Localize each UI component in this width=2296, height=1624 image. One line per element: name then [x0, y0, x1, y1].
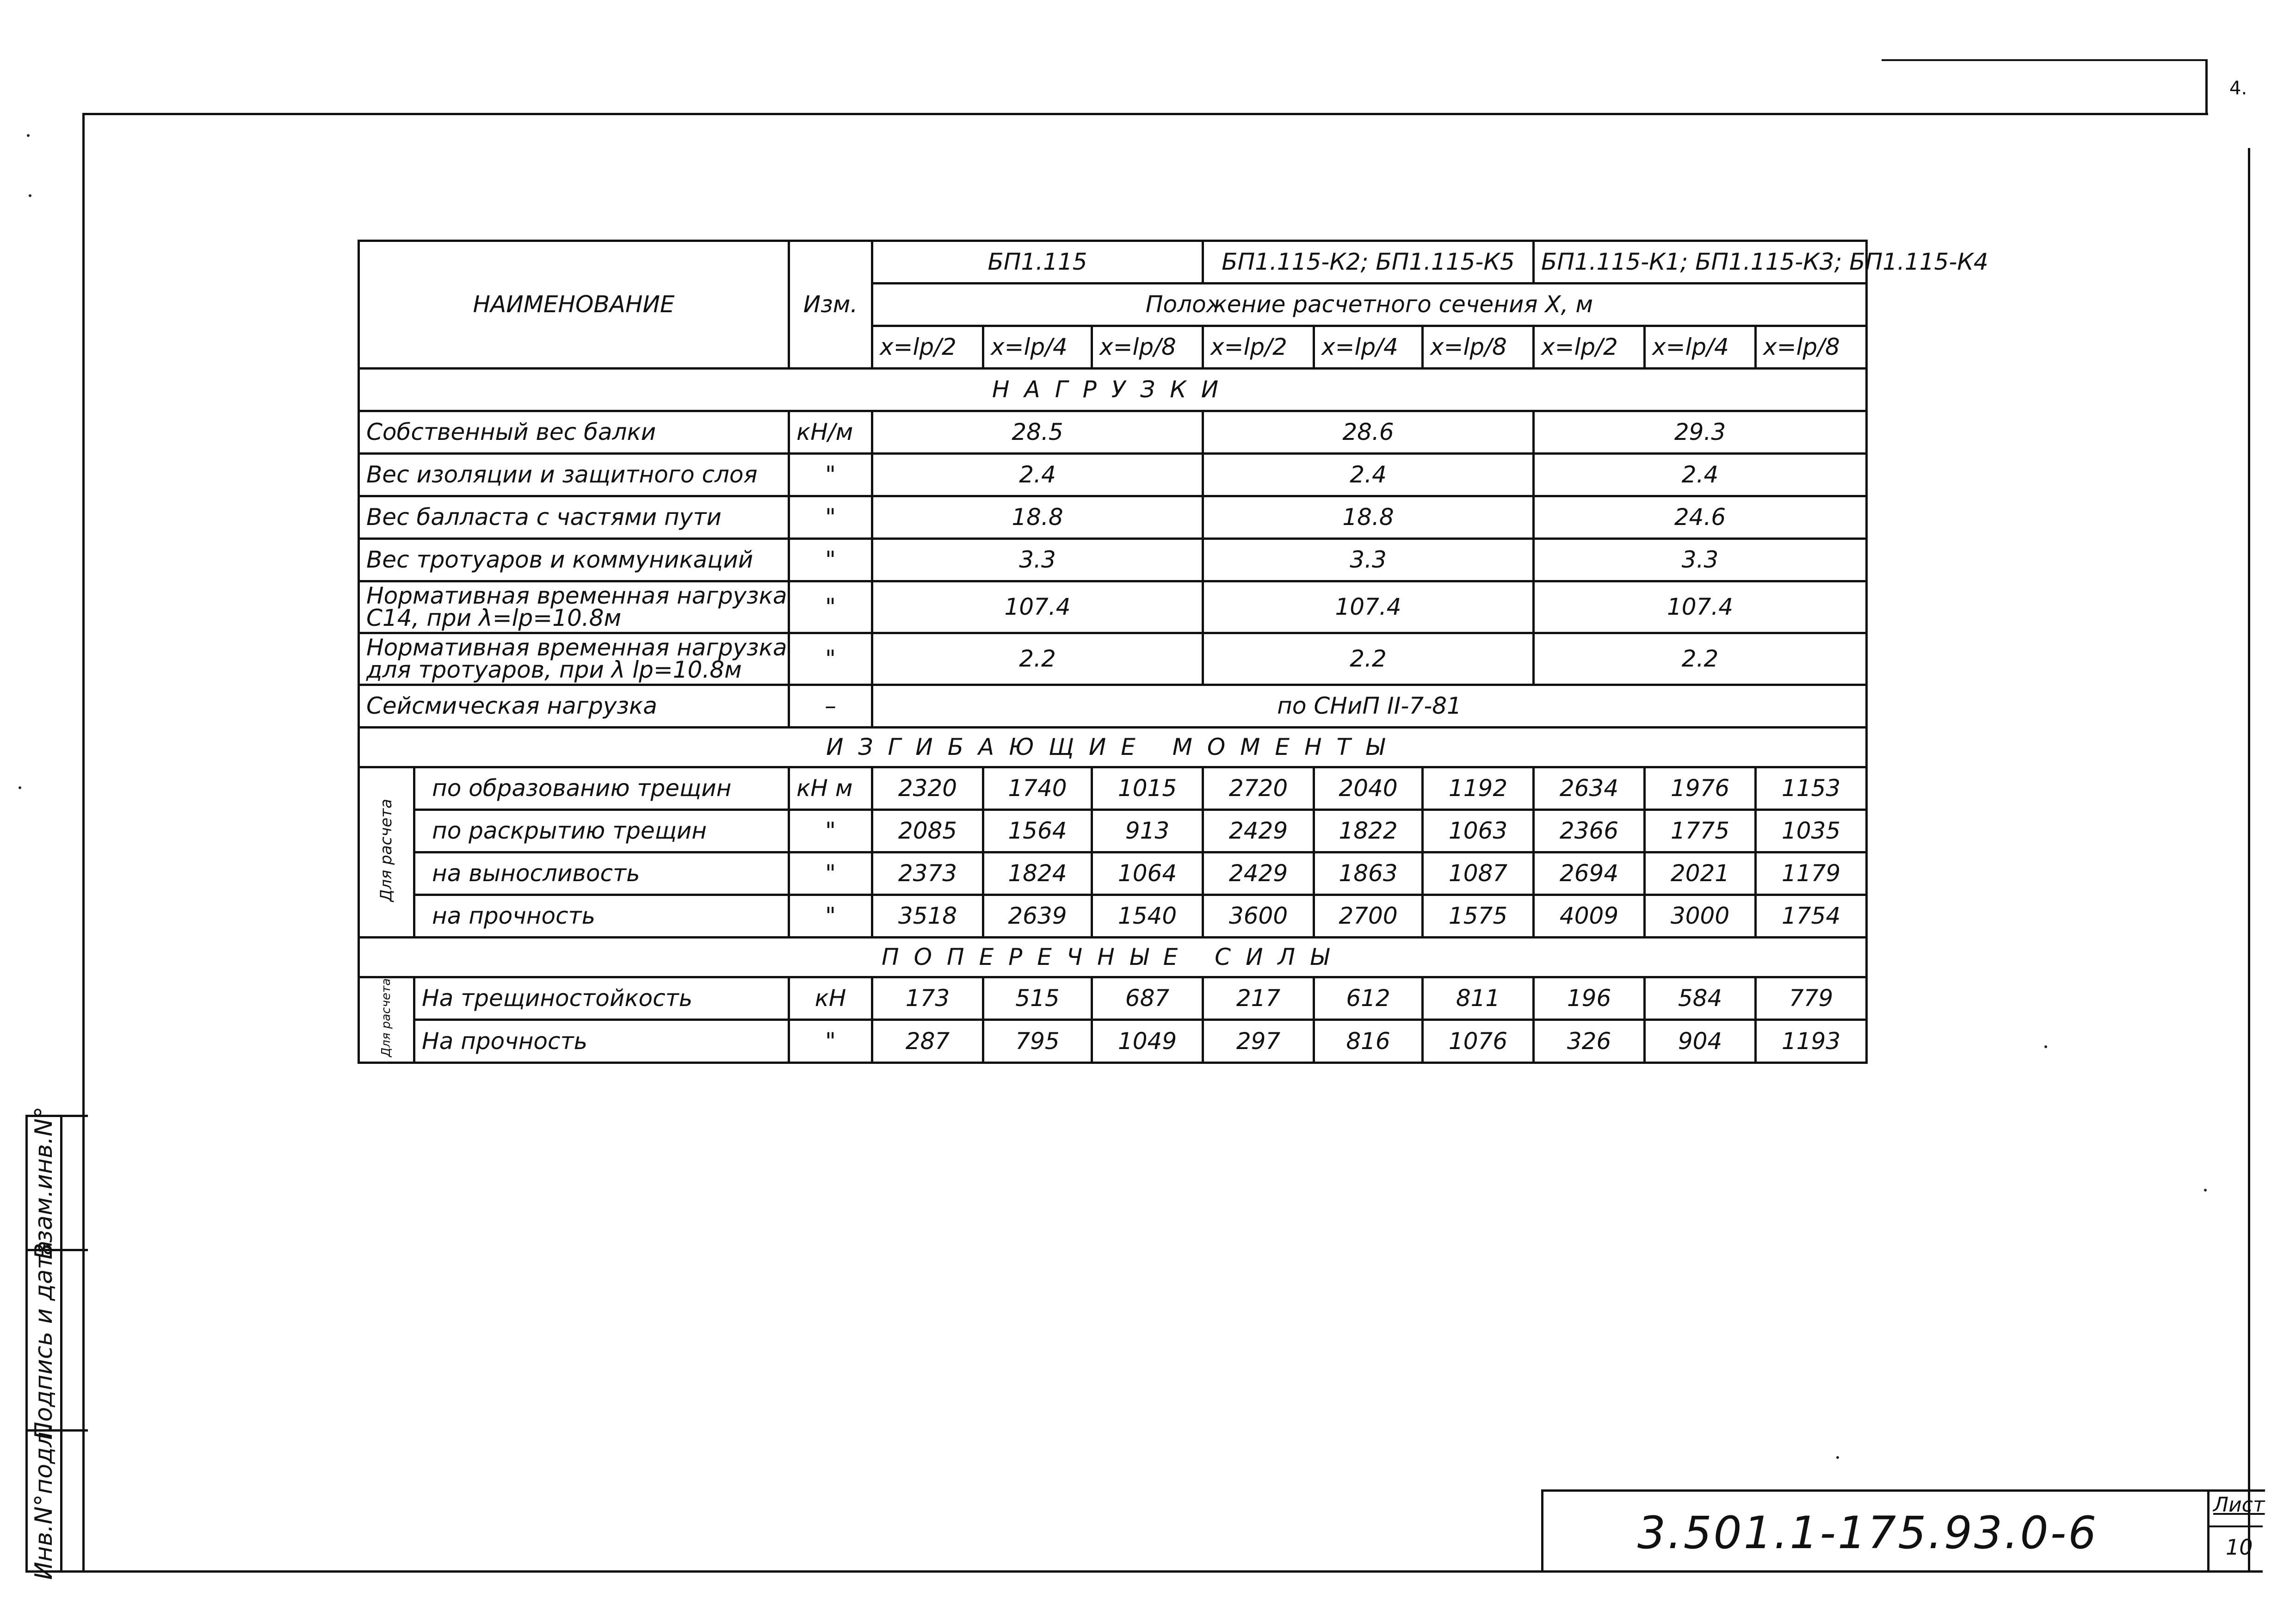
row-value: 1575	[1423, 895, 1534, 938]
corner-number: 4.	[2229, 78, 2247, 99]
row-value: 196	[1534, 977, 1645, 1020]
position-header: Положение расчетного сечения Х, м	[872, 284, 1867, 326]
row-unit: "	[789, 454, 872, 496]
row-value: 2.4	[1534, 454, 1867, 496]
scan-speck	[2044, 1045, 2047, 1048]
row-value: 612	[1314, 977, 1423, 1020]
moments-section-title: ИЗГИБАЮЩИЕ МОМЕНТЫ	[359, 728, 1867, 767]
row-value: 1822	[1314, 810, 1423, 852]
row-unit: "	[789, 895, 872, 938]
row-value: 3000	[1645, 895, 1756, 938]
row-value: 584	[1645, 977, 1756, 1020]
row-value: 816	[1314, 1020, 1423, 1062]
row-name	[359, 581, 789, 633]
table-row	[359, 767, 1867, 810]
row-unit: "	[789, 539, 872, 581]
row-value: 1976	[1645, 767, 1756, 810]
moments-group-label-text: Для расчета	[376, 798, 395, 902]
row-value: 1192	[1423, 767, 1534, 810]
row-value: 297	[1203, 1020, 1314, 1062]
row-value: 1087	[1423, 852, 1534, 895]
row-value: 4009	[1534, 895, 1645, 938]
table-row	[359, 810, 1867, 852]
table-row	[359, 895, 1867, 938]
table-row	[359, 852, 1867, 895]
table-row	[359, 539, 1867, 581]
row-name-line1: Нормативная временная нагрузка	[366, 582, 787, 609]
sheet-number: 10	[2226, 1535, 2253, 1560]
section-header: x=lp/2	[1534, 326, 1645, 369]
row-name-line1: Нормативная временная нагрузка	[366, 634, 787, 661]
row-unit: –	[789, 685, 872, 728]
row-value: 3.3	[1534, 539, 1867, 581]
row-name: Вес балласта с частями пути	[359, 496, 789, 539]
group-header: БП1.115-К1; БП1.115-К3; БП1.115-К4	[1534, 241, 1867, 284]
section-header: x=lp/4	[983, 326, 1092, 369]
section-header: x=lp/8	[1092, 326, 1203, 369]
row-value: 2.2	[1534, 633, 1867, 685]
row-value: 1740	[983, 767, 1092, 810]
row-value: 1754	[1756, 895, 1867, 938]
scan-speck	[29, 194, 31, 197]
row-name: на выносливость	[414, 852, 789, 895]
row-value: 2700	[1314, 895, 1423, 938]
row-value: 2429	[1203, 852, 1314, 895]
row-value: 1063	[1423, 810, 1534, 852]
row-value: 2320	[872, 767, 983, 810]
shear-group-label-text: Для расчета	[379, 978, 393, 1057]
row-value: 1824	[983, 852, 1092, 895]
shear-section-title: ПОПЕРЕЧНЫЕ СИЛЫ	[359, 938, 1867, 977]
row-value: 326	[1534, 1020, 1645, 1062]
row-value: 18.8	[872, 496, 1203, 539]
row-unit: "	[789, 581, 872, 633]
stamp-cell-inventory	[28, 1424, 88, 1580]
section-header: x=lp/8	[1756, 326, 1867, 369]
loads-section-title: НАГРУЗКИ	[359, 369, 1867, 411]
scan-speck	[1836, 1456, 1839, 1459]
row-name: На трещиностойкость	[414, 977, 789, 1020]
moments-group-label	[359, 767, 414, 938]
row-value: 1179	[1756, 852, 1867, 895]
row-unit: "	[789, 633, 872, 685]
row-value: 217	[1203, 977, 1314, 1020]
row-value: 107.4	[1203, 581, 1534, 633]
stamp-label-signature: Подпись и дата	[30, 1241, 58, 1440]
row-name: на прочность	[414, 895, 789, 938]
row-name: по раскрытию трещин	[414, 810, 789, 852]
scan-speck	[2204, 1189, 2207, 1192]
row-unit: кН/м	[789, 411, 872, 454]
row-value: 3.3	[1203, 539, 1534, 581]
row-name: Вес тротуаров и коммуникаций	[359, 539, 789, 581]
row-value: 1076	[1423, 1020, 1534, 1062]
sheet-box-divider	[2207, 1525, 2263, 1527]
row-value: 1564	[983, 810, 1092, 852]
stamp-label-replacement: Взам.инв.N°	[30, 1106, 58, 1260]
scan-speck	[19, 786, 21, 789]
shear-group-label	[359, 977, 414, 1063]
row-name: Вес изоляции и защитного слоя	[359, 454, 789, 496]
section-header: x=lp/8	[1423, 326, 1534, 369]
section-header: x=lp/4	[1314, 326, 1423, 369]
section-header: x=lp/2	[872, 326, 983, 369]
section-header: x=lp/4	[1645, 326, 1756, 369]
row-name	[359, 633, 789, 685]
row-unit: "	[789, 810, 872, 852]
document-code: 3.501.1-175.93.0-6	[1637, 1507, 2098, 1559]
row-name: Сейсмическая нагрузка	[359, 685, 789, 728]
row-name-line2: для тротуаров, при λ lp=10.8м	[366, 656, 742, 683]
row-value: 2639	[983, 895, 1092, 938]
row-value: 1064	[1092, 852, 1203, 895]
row-value: 1775	[1645, 810, 1756, 852]
table-row	[359, 411, 1867, 454]
header-unit: Изм.	[789, 241, 872, 369]
frame-top-line	[82, 113, 2208, 115]
row-value: 1863	[1314, 852, 1423, 895]
row-value: 107.4	[872, 581, 1203, 633]
row-value: 811	[1423, 977, 1534, 1020]
row-value: 2.2	[872, 633, 1203, 685]
row-value: 2694	[1534, 852, 1645, 895]
row-value: 1193	[1756, 1020, 1867, 1062]
scan-speck	[27, 134, 30, 137]
row-value: по СНиП II-7-81	[872, 685, 1867, 728]
table-row	[359, 977, 1867, 1020]
table-row	[359, 1020, 1867, 1062]
row-value: 1015	[1092, 767, 1203, 810]
frame-top-right-tick	[1882, 59, 2205, 61]
group-header: БП1.115	[872, 241, 1203, 284]
row-value: 2634	[1534, 767, 1645, 810]
header-name: НАИМЕНОВАНИЕ	[359, 241, 789, 369]
row-value: 515	[983, 977, 1092, 1020]
row-name-line2: С14, при λ=lp=10.8м	[366, 604, 622, 631]
frame-right-line	[2248, 148, 2250, 1570]
row-value: 2021	[1645, 852, 1756, 895]
group-header: БП1.115-К2; БП1.115-К5	[1203, 241, 1534, 284]
stamp-label-inventory: Инв.N°подл.	[30, 1424, 58, 1580]
row-value: 29.3	[1534, 411, 1867, 454]
row-value: 3.3	[872, 539, 1203, 581]
row-value: 904	[1645, 1020, 1756, 1062]
row-unit: "	[789, 1020, 872, 1062]
row-value: 107.4	[1534, 581, 1867, 633]
row-value: 795	[983, 1020, 1092, 1062]
table-row	[359, 454, 1867, 496]
row-value: 2366	[1534, 810, 1645, 852]
row-value: 779	[1756, 977, 1867, 1020]
table-row	[359, 496, 1867, 539]
row-value: 2.4	[872, 454, 1203, 496]
row-value: 2.4	[1203, 454, 1534, 496]
row-value: 913	[1092, 810, 1203, 852]
stamp-divider	[60, 1117, 62, 1573]
row-value: 2720	[1203, 767, 1314, 810]
table-row	[359, 581, 1867, 633]
row-name: по образованию трещин	[414, 767, 789, 810]
row-value: 687	[1092, 977, 1203, 1020]
stamp-cell-signature	[28, 1241, 88, 1440]
row-value: 2429	[1203, 810, 1314, 852]
row-value: 1153	[1756, 767, 1867, 810]
table-row	[359, 685, 1867, 728]
row-value: 2085	[872, 810, 983, 852]
side-stamp	[25, 1106, 88, 1580]
row-value: 18.8	[1203, 496, 1534, 539]
row-value: 1035	[1756, 810, 1867, 852]
row-value: 1049	[1092, 1020, 1203, 1062]
row-value: 2.2	[1203, 633, 1534, 685]
row-unit: "	[789, 852, 872, 895]
sheet-label: Лист	[2213, 1493, 2265, 1517]
table-row	[359, 633, 1867, 685]
row-value: 24.6	[1534, 496, 1867, 539]
row-unit: кН м	[789, 767, 872, 810]
row-name: Собственный вес балки	[359, 411, 789, 454]
frame-corner-box	[2205, 59, 2208, 113]
loads-moments-table	[358, 240, 1988, 1064]
row-unit: "	[789, 496, 872, 539]
row-value: 28.5	[872, 411, 1203, 454]
row-value: 2040	[1314, 767, 1423, 810]
row-unit: кН	[789, 977, 872, 1020]
stamp-cell-replacement	[28, 1106, 88, 1260]
row-value: 287	[872, 1020, 983, 1062]
section-header: x=lp/2	[1203, 326, 1314, 369]
row-value: 3518	[872, 895, 983, 938]
row-value: 173	[872, 977, 983, 1020]
row-value: 2373	[872, 852, 983, 895]
row-value: 1540	[1092, 895, 1203, 938]
row-name: На прочность	[414, 1020, 789, 1062]
row-value: 28.6	[1203, 411, 1534, 454]
row-value: 3600	[1203, 895, 1314, 938]
